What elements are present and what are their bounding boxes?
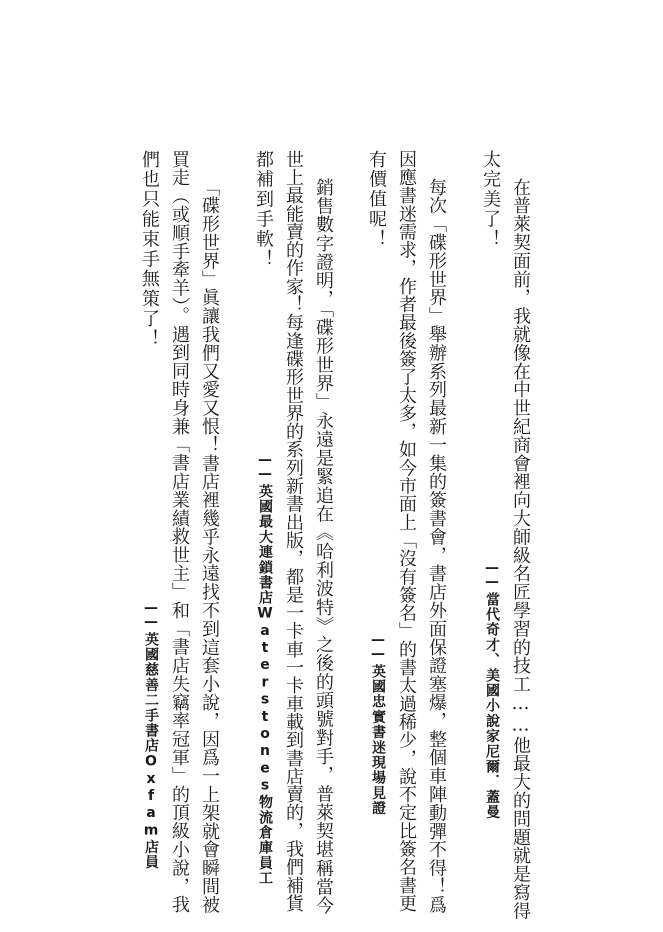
quote-3-line-1: 銷售數字證明，「碟形世界」永遠是緊追在《哈利波特》之後的頭號對手，普萊契堪稱當今	[313, 178, 334, 915]
quote-4-line-3: 們也只能束手無策了！	[139, 150, 160, 349]
quote-2-attribution	[368, 632, 388, 816]
quote-4-source: 英國慈善二手書店Oxfam店員	[143, 632, 159, 870]
quote-3-dash: ——	[257, 452, 273, 480]
quote-4-attribution	[141, 600, 161, 870]
quote-3-line-3: 都補到手軟！	[253, 150, 274, 270]
quote-1-source: 當代奇才、美國小說家尼爾．蓋曼	[484, 592, 500, 820]
quote-4-line-1: 「碟形世界」眞讓我們又愛又恨！書店裡幾乎永遠找不到這套小說，因爲一上架就會瞬間被	[199, 178, 220, 914]
quote-2-line-2: 因應書迷需求，作者最後簽了太多，如今市面上「沒有簽名」的書太過稀少，說不定比簽名書更	[396, 150, 417, 913]
quote-1-line-1: 在普萊契面前，我就像在中世紀商會裡向大師級名匠學習的技工……他最大的問題就是寫得	[510, 178, 531, 920]
quote-4-line-2: 買走（或順手牽羊）。遇到同時身兼「書店業績救世主」和「書店失竊率冠軍」的頂級小說，我	[169, 150, 190, 914]
quote-3-attribution	[255, 452, 275, 886]
quote-2-line-1: 每次「碟形世界」舉辦系列最新一集的簽書會，書店外面保證塞爆，整個車陣動彈不得！爲	[426, 178, 447, 914]
quote-1-dash: ——	[484, 560, 500, 588]
quote-3-line-2: 世上最能賣的作家！每逢碟形世界的系列新書出版，都是一卡車一卡車載到書店賣的，我們補貨	[283, 150, 304, 913]
quote-2-source: 英國忠實書迷現場見證	[370, 664, 386, 816]
quote-1-line-2: 太完美了！	[480, 150, 501, 250]
quote-4-dash: ——	[143, 600, 159, 628]
quote-3-source: 英國最大連鎖書店Waterstones物流倉庫員工	[257, 484, 273, 886]
quote-2-line-3: 有價值呢！	[366, 150, 387, 250]
quote-1-attribution	[482, 560, 502, 820]
quote-2-dash: ——	[370, 632, 386, 660]
